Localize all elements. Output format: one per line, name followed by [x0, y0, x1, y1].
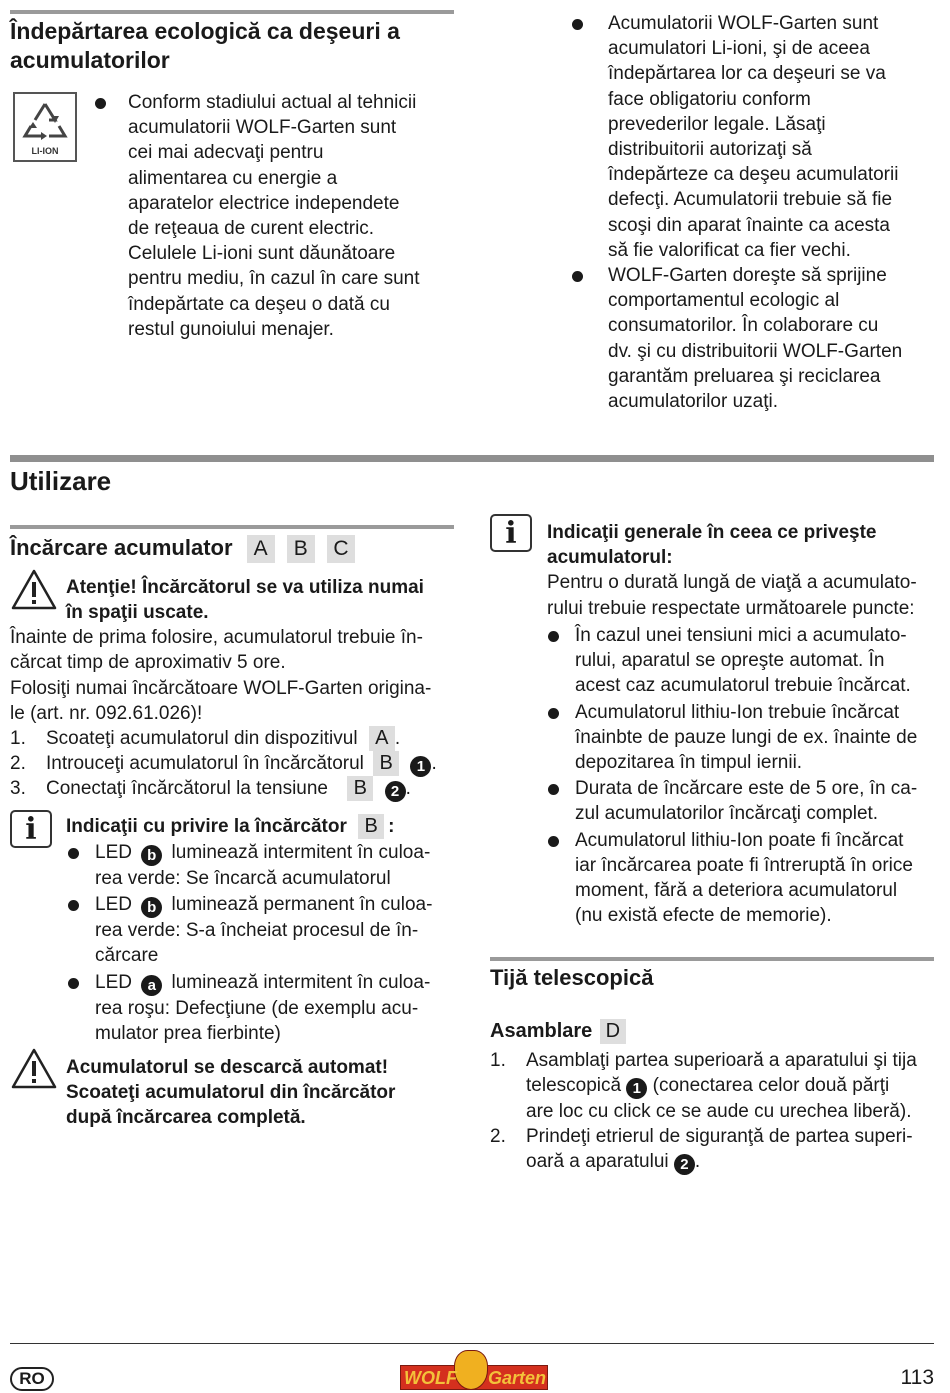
text-line: Conform stadiului actual al tehnicii [128, 92, 417, 113]
charging-rule [10, 525, 454, 529]
charging-para1: Înainte de prima folosire, acumulatorul trebuie în- cărcat timp de aproximativ 5 ore. [10, 627, 423, 674]
general-bullets [575, 623, 937, 929]
bullet-dot [548, 708, 559, 719]
led-item: LED b luminează permanent în culoa- rea verde: S-a încheiat procesul de în- cărcare [95, 892, 455, 968]
text-line: defecţi. Acumulatorii trebuie să fie [608, 189, 893, 211]
text-line: acumulatorilor uzaţi. [608, 391, 779, 413]
telescopic-rule [490, 957, 934, 961]
general-bullet-item: Acumulatorul lithiu-Ion poate fi încărcat iar încărcarea poate fi întreruptă în orice moment, fără a deteriora acumulatorul (nu există efecte de memorie). [575, 828, 937, 929]
text-line: acumulatorii WOLF-Garten sunt [128, 117, 397, 139]
number-badge: 1 [410, 756, 431, 777]
text-line: dv. şi cu distribuitorii WOLF-Garten [608, 340, 903, 362]
disposal-right-bullet-2 [608, 263, 938, 414]
tag-b: B [287, 535, 315, 563]
text-line: îndepărteze ca deşeu acumulatorii [608, 164, 899, 186]
assembly-step-1: 1. Asamblaţi partea superioară a aparatului şi tija telescopică 1 (conectarea celor două părţi are loc cu click ce se aude cu urechea liberă). [490, 1050, 917, 1123]
recycle-li-ion-icon [13, 92, 77, 162]
warning-icon [11, 568, 57, 610]
text-line: restul gunoiului menajer. [128, 318, 334, 340]
text-line: garantăm preluarea şi reciclarea [608, 365, 881, 387]
bullet-dot [548, 631, 559, 642]
charging-step-2: 2. Introuceţi acumulatorul în încărcătorul B 1 . [10, 752, 437, 775]
charging-para2: Folosiţi numai încărcătoare WOLF-Garten origina- le (art. nr. 092.61.026)! [10, 678, 432, 725]
assembly-step-2: 2. Prindeţi etrierul de siguranţă de partea superi- oară a aparatului 2 . [490, 1126, 913, 1174]
text-line: îndepărtarea lor ca deşeuri se va [608, 63, 886, 85]
general-bullet-item: Acumulatorul lithiu-Ion trebuie încărcat înainbte de pauze lungi de ex. înainte de depozitarea în timpul iernii. [575, 700, 937, 776]
warning-icon [11, 1047, 57, 1089]
text-line: alimentarea cu energie a [128, 167, 338, 189]
led-badge: b [141, 845, 162, 866]
charging-step-3: 3. Conectaţi încărcătorul la tensiune B 2 . [10, 777, 411, 800]
disposal-right-bullet-1 [608, 11, 938, 263]
led-badge: b [141, 897, 162, 918]
number-badge: 2 [385, 781, 406, 802]
led-badge: a [141, 975, 162, 996]
footer-rule [10, 1343, 934, 1344]
wolf-head-icon [454, 1350, 488, 1390]
tag-b: B [347, 776, 373, 801]
bullet-dot [548, 836, 559, 847]
auto-discharge-warning: Acumulatorul se descarcă automat! Scoateţi acumulatorul din încărcător după încărcarea completă. [66, 1057, 396, 1129]
tag-a: A [369, 726, 395, 751]
charging-step-1: 1. Scoateţi acumulatorul din dispozitivul A . [10, 727, 401, 749]
text-line: aparatelor electrice independete [128, 192, 400, 214]
tag-b: B [358, 814, 384, 839]
disposal-left-bullet [128, 90, 458, 342]
bullet-dot [68, 848, 79, 859]
language-badge: RO [10, 1367, 54, 1391]
charger-info-title: Indicaţii cu privire la încărcător B : [66, 815, 395, 837]
bullet-dot [68, 900, 79, 911]
text-line: WOLF-Garten doreşte să sprijine [608, 265, 887, 286]
section-title-utilizare: Utilizare [10, 466, 112, 496]
led-item: LED a luminează intermitent în culoa- rea roşu: Defecţiune (de exemplu acu- mulator prea fierbinte) [95, 970, 455, 1046]
number-badge: 1 [626, 1078, 647, 1099]
text-line: cei mai adecvaţi pentru [128, 142, 324, 164]
telescopic-title: Tijă telescopică [490, 965, 654, 990]
text-line: prevederilor legale. Lăsaţi [608, 113, 826, 135]
tag-a: A [247, 535, 275, 563]
general-bullet-item: În cazul unei tensiuni mici a acumulato- rului, aparatul se opreşte automat. În acest caz acumulatorul trebuie încărcat. [575, 623, 937, 699]
bullet-text [128, 90, 458, 342]
tag-c: C [327, 535, 355, 563]
bullet-text [608, 11, 938, 263]
led-item: LED b luminează intermitent în culoa- rea verde: Se încarcă acumulatorul [95, 840, 455, 891]
bullet-dot [572, 19, 583, 30]
assembly-subtitle: Asamblare D [490, 1019, 626, 1044]
text-line: îndepărtate ca deşeu o dată cu [128, 293, 390, 315]
bullet-dot [572, 271, 583, 282]
number-badge: 2 [674, 1154, 695, 1175]
text-line: scoşi din aparat înainte ca acesta [608, 214, 891, 236]
info-icon: i [490, 514, 532, 552]
text-line: de reţeaua de curent electric. [128, 218, 375, 240]
bullet-dot [548, 784, 559, 795]
top-left-rule [10, 10, 454, 14]
general-bullet-item: Durata de încărcare este de 5 ore, în ca- zul acumulatorilor încărcaţi complet. [575, 776, 937, 826]
text-line: Acumulatorii WOLF-Garten sunt [608, 13, 879, 34]
bullet-dot [95, 98, 106, 109]
text-line: comportamentul ecologic al [608, 290, 840, 312]
li-ion-label: LI-ION [31, 146, 59, 156]
bullet-text [608, 263, 938, 414]
tag-d: D [600, 1019, 626, 1044]
disposal-title: Îndepărtarea ecologică ca deşeuri a acumulatorilor [10, 18, 400, 73]
general-info: Indicaţii generale în ceea ce priveşte acumulatorul: Pentru o durată lungă de viaţă a acumulato- rului trebuie respectate următoarele puncte: [547, 522, 917, 619]
text-line: să fie valorificat ca fier vechi. [608, 239, 851, 261]
info-icon: i [10, 810, 52, 848]
text-line: distribuitorii autorizaţi să [608, 139, 812, 161]
text-line: pentru mediu, în cazul în care sunt [128, 268, 420, 290]
charging-warning: Atenţie! Încărcătorul se va utiliza numai în spaţii uscate. [66, 577, 424, 624]
led-list [95, 840, 455, 1047]
charging-title: Încărcare acumulator A B C [10, 533, 355, 563]
text-line: acumulatori Li-ioni, şi de aceea [608, 38, 870, 60]
section-rule [10, 455, 934, 462]
bullet-dot [68, 978, 79, 989]
text-line: consumatorilor. În colaborare cu [608, 315, 879, 337]
page-number: 113 [900, 1366, 934, 1389]
wolf-garten-logo: WOLF Garten [400, 1350, 548, 1392]
text-line: face obligatoriu conform [608, 88, 811, 110]
text-line: Celulele Li-ioni sunt dăunătoare [128, 243, 396, 265]
tag-b: B [373, 751, 399, 776]
